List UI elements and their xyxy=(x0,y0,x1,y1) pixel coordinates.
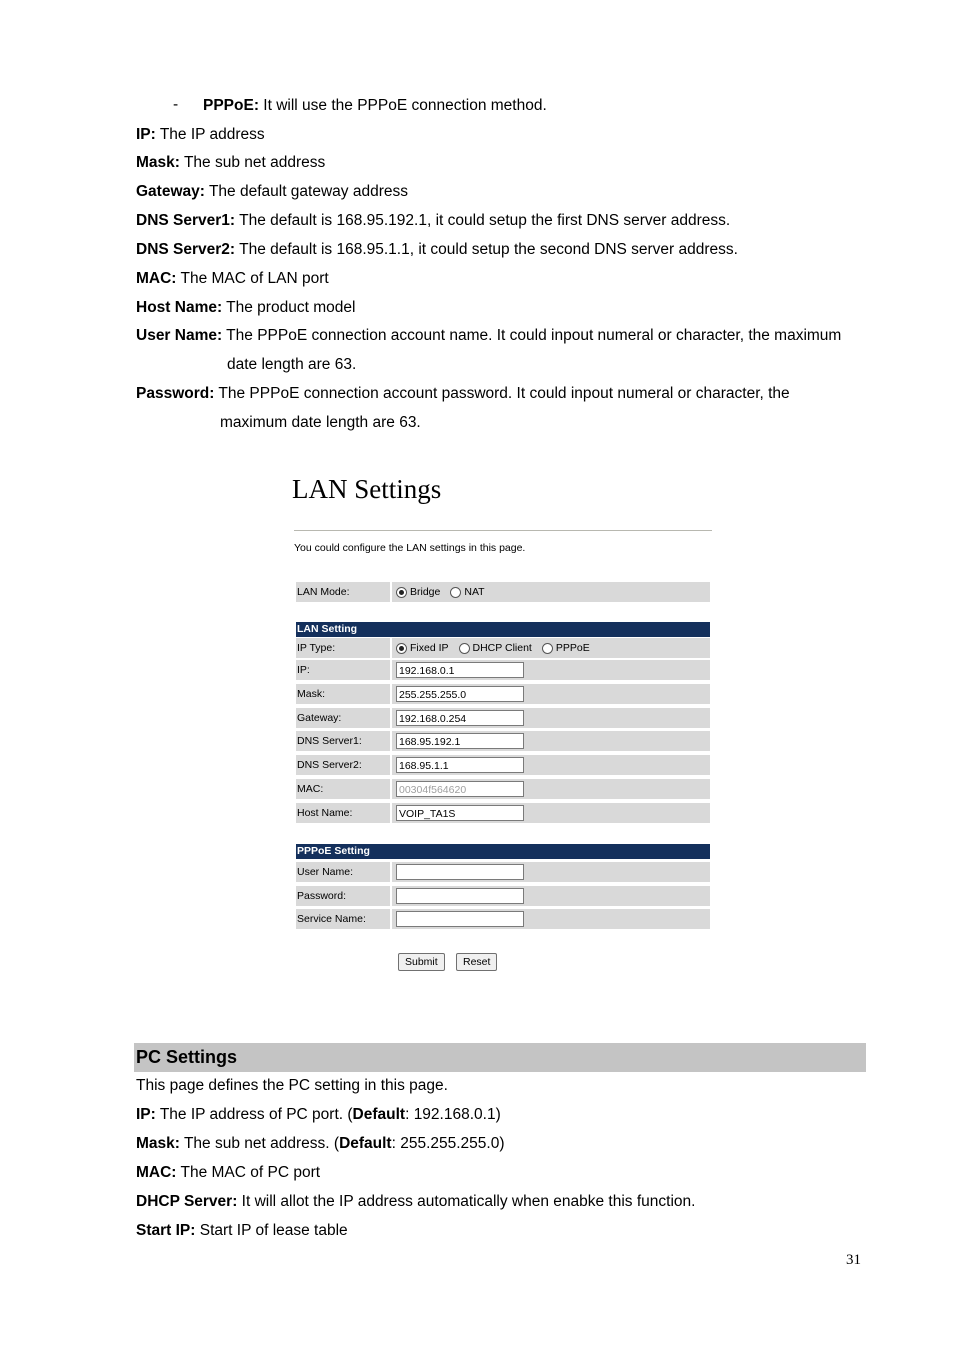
service-name-input[interactable] xyxy=(396,911,524,927)
def-ip: IP: The IP address xyxy=(136,126,265,143)
host-name-row xyxy=(296,803,710,823)
pc-settings-heading-bar xyxy=(134,1043,866,1072)
ip-type-pppoe-radio[interactable]: PPPoE xyxy=(542,642,590,654)
mac-label: MAC: xyxy=(297,783,324,795)
radio-empty-icon xyxy=(459,643,470,654)
password-label: Password: xyxy=(297,890,347,902)
lan-setting-header: LAN Setting xyxy=(296,622,710,637)
mask-label: Mask: xyxy=(297,688,326,700)
host-name-input[interactable]: VOIP_TA1S xyxy=(396,805,524,821)
lan-mode-row xyxy=(296,582,710,602)
mac-row xyxy=(296,779,710,799)
def-gateway: Gateway: The default gateway address xyxy=(136,183,408,200)
gateway-row xyxy=(296,708,710,728)
mac-input: 00304f564620 xyxy=(396,781,524,797)
ip-type-label: IP Type: xyxy=(297,642,336,654)
mask-row xyxy=(296,684,710,704)
lan-mode-label: LAN Mode: xyxy=(297,586,350,598)
bullet-dash: - xyxy=(173,96,179,113)
password-row xyxy=(296,886,710,906)
gateway-input[interactable]: 192.168.0.254 xyxy=(396,710,524,726)
def-user-name-cont: date length are 63. xyxy=(227,356,357,373)
dns1-row xyxy=(296,731,710,751)
radio-selected-icon xyxy=(396,587,407,598)
radio-selected-icon xyxy=(396,643,407,654)
service-name-row xyxy=(296,909,710,929)
ip-type-row xyxy=(296,638,710,658)
dns2-label: DNS Server2: xyxy=(297,759,362,771)
radio-empty-icon xyxy=(450,587,461,598)
def-dns1: DNS Server1: The default is 168.95.192.1, it could setup the first DNS server address. xyxy=(136,212,731,229)
def-mac: MAC: The MAC of LAN port xyxy=(136,270,329,287)
pppoe-definition: PPPoE: It will use the PPPoE connection method. xyxy=(203,97,547,114)
def-host-name: Host Name: The product model xyxy=(136,299,356,316)
pc-def-dhcp: DHCP Server: It will allot the IP address automatically when enabke this function. xyxy=(136,1193,696,1210)
ip-type-dhcp-radio[interactable]: DHCP Client xyxy=(459,642,532,654)
pc-intro: This page defines the PC setting in this page. xyxy=(136,1077,448,1094)
lan-mode-nat-radio[interactable]: NAT xyxy=(450,586,484,598)
ip-label: IP: xyxy=(297,664,310,676)
submit-button[interactable]: Submit xyxy=(398,953,445,971)
pc-def-ip: IP: The IP address of PC port. (Default: 192.168.0.1) xyxy=(136,1106,501,1123)
ip-input[interactable]: 192.168.0.1 xyxy=(396,662,524,678)
def-dns2: DNS Server2: The default is 168.95.1.1, it could setup the second DNS server address. xyxy=(136,241,738,258)
title-divider xyxy=(294,530,712,531)
ip-type-fixed-radio[interactable]: Fixed IP xyxy=(396,642,449,654)
user-name-label: User Name: xyxy=(297,866,354,878)
def-password-cont: maximum date length are 63. xyxy=(220,414,421,431)
lan-mode-bridge-radio[interactable]: Bridge xyxy=(396,586,440,598)
service-name-label: Service Name: xyxy=(297,913,366,925)
pc-def-mask: Mask: The sub net address. (Default: 255.255.255.0) xyxy=(136,1135,505,1152)
dns1-label: DNS Server1: xyxy=(297,735,362,747)
radio-empty-icon xyxy=(542,643,553,654)
ip-row xyxy=(296,660,710,680)
def-user-name: User Name: The PPPoE connection account name. It could inpout numeral or character, the maximum xyxy=(136,327,842,344)
dns2-input[interactable]: 168.95.1.1 xyxy=(396,757,524,773)
page-number: 31 xyxy=(846,1252,861,1268)
pc-def-start-ip: Start IP: Start IP of lease table xyxy=(136,1222,348,1239)
dns2-row xyxy=(296,755,710,775)
lan-settings-title: LAN Settings xyxy=(292,474,442,504)
reset-button[interactable]: Reset xyxy=(456,953,497,971)
gateway-label: Gateway: xyxy=(297,712,342,724)
def-password: Password: The PPPoE connection account password. It could inpout numeral or character, the xyxy=(136,385,790,402)
def-mask: Mask: The sub net address xyxy=(136,154,326,171)
password-input[interactable] xyxy=(396,888,524,904)
pc-def-mac: MAC: The MAC of PC port xyxy=(136,1164,321,1181)
user-name-input[interactable] xyxy=(396,864,524,880)
mask-input[interactable]: 255.255.255.0 xyxy=(396,686,524,702)
user-name-row xyxy=(296,862,710,882)
dns1-input[interactable]: 168.95.192.1 xyxy=(396,733,524,749)
lan-description: You could configure the LAN settings in this page. xyxy=(294,542,526,554)
pppoe-setting-header: PPPoE Setting xyxy=(296,844,710,859)
host-name-label: Host Name: xyxy=(297,807,353,819)
pc-settings-heading: PC Settings xyxy=(136,1047,238,1067)
